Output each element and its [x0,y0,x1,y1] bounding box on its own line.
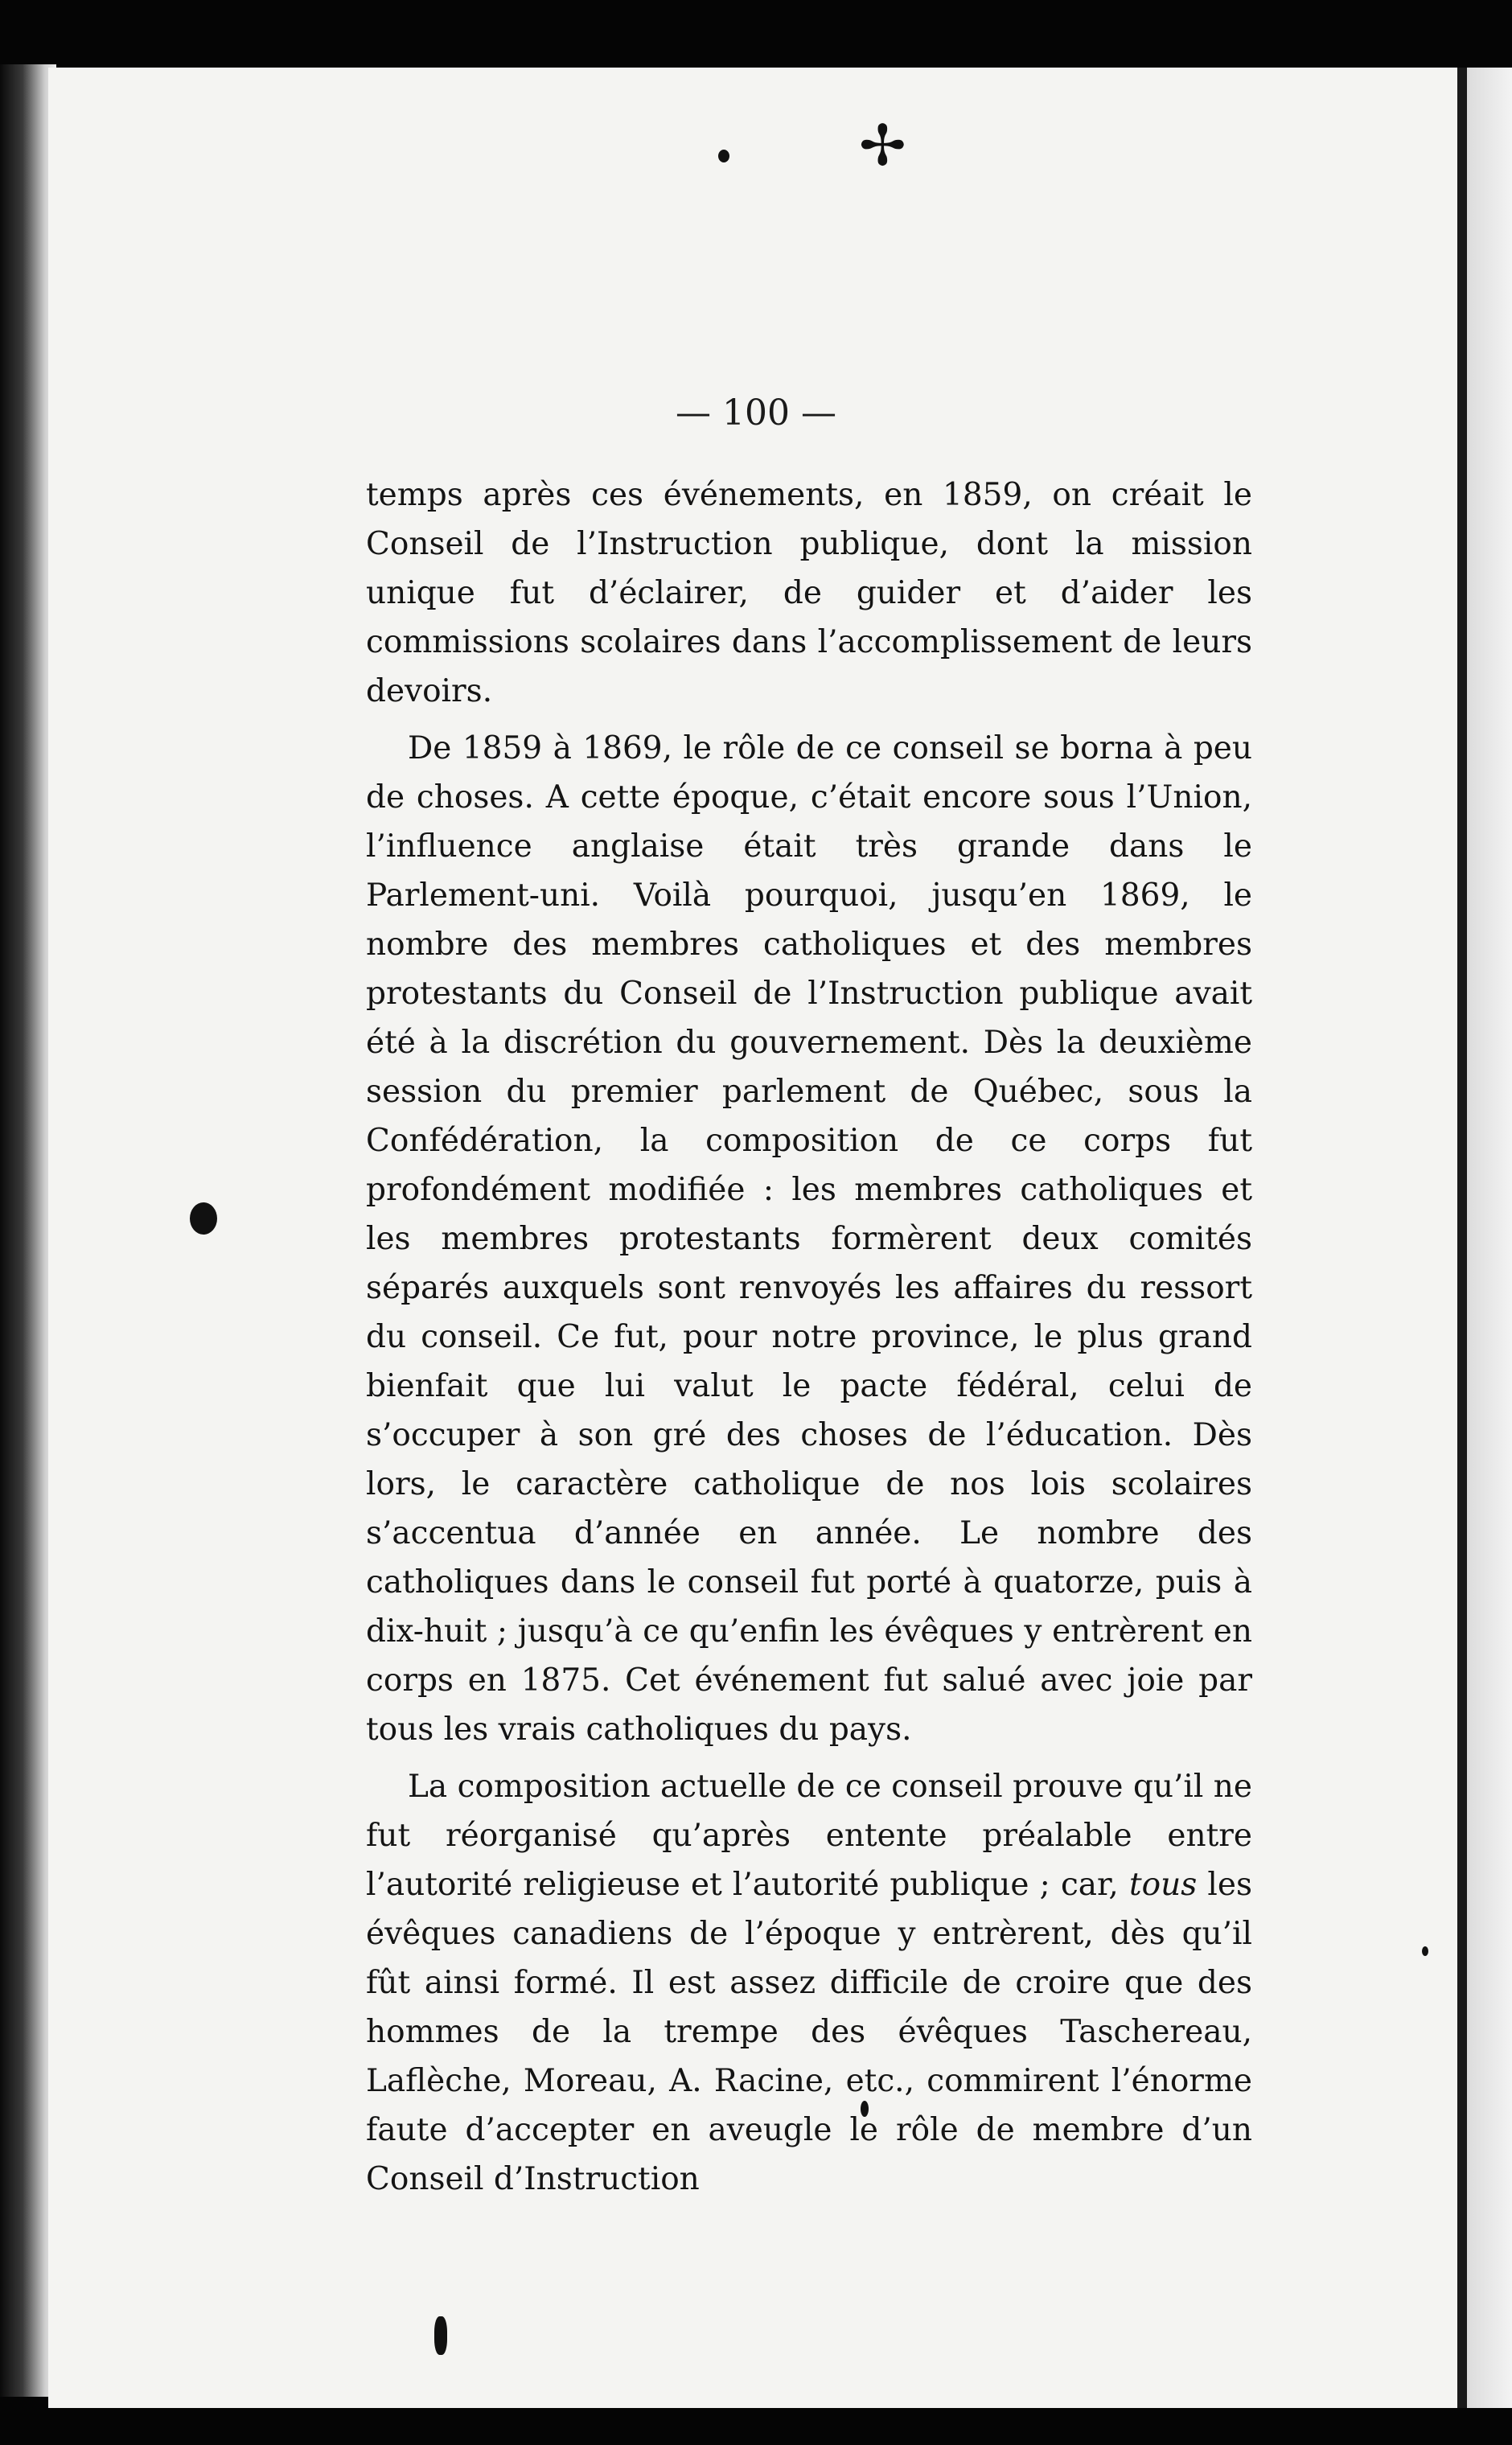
paragraph [366,1762,1252,2204]
page-number: — 100 — [676,392,836,434]
scan-blot: ✢ [859,113,906,179]
paragraph: De 1859 à 1869, le rôle de ce conseil se borna à peu de choses. A cette époque, c’était encore sous l’Union, l’influence anglaise était très grande dans le Parlement-uni. Voilà pourquoi, jusqu’en 1869, le nombre des membres catholiques et des membres protestants du Conseil de l’Instruction publique avait été à la discrétion du gouvernement. Dès la deuxième session du premier parlement de Québec, sous la Confédération, la composition de ce corps fut profondément modifiée : les membres catholiques et les membres protestants formèrent deux comités séparés auxquels sont renvoyés les affaires du ressort du conseil. Ce fut, pour notre province, le plus grand bienfait que lui valut le pacte fédéral, celui de s’occuper à son gré des choses de l’éducation. Dès lors, le caractère catholique de nos lois scolaires s’accentua d’année en année. Le nombre des catholiques dans le conseil fut porté à quatorze, puis à dix-huit ; jusqu’à ce qu’enfin les évêques y entrèrent en corps en 1875. Cet événement fut salué avec joie par tous les vrais catholiques du pays. [366,730,1252,1748]
scan-speck [1422,1946,1428,1956]
paragraph-text: les évêques canadiens de l’époque y entrèrent, dès qu’il fût ainsi formé. Il est assez difficile de croire que des hommes de la trempe des évêques Taschereau, Laflèche, Moreau, A. Racine, etc., commirent l’énorme faute d’accepter en aveugle le rôle de membre d’un Conseil d’Instruction [366,1867,1252,2197]
page-body-text [366,471,1252,2204]
scan-speck [434,2316,447,2355]
paragraph-text: La composition actuelle de ce conseil prouve qu’il ne fut réorganisé qu’après entente préalable entre l’autorité religieuse et l’autorité publique ; car, [366,1769,1252,1903]
paragraph: temps après ces événements, en 1859, on créait le Conseil de l’Instruction publique, dont la mission unique fut d’éclairer, de guider et d’aider les commissions scolaires dans l’accomplissement de leurs devoirs. [366,477,1252,709]
scan-speck [190,1202,217,1235]
emphasis-text: tous [1128,1867,1198,1903]
scan-speck [718,150,729,162]
